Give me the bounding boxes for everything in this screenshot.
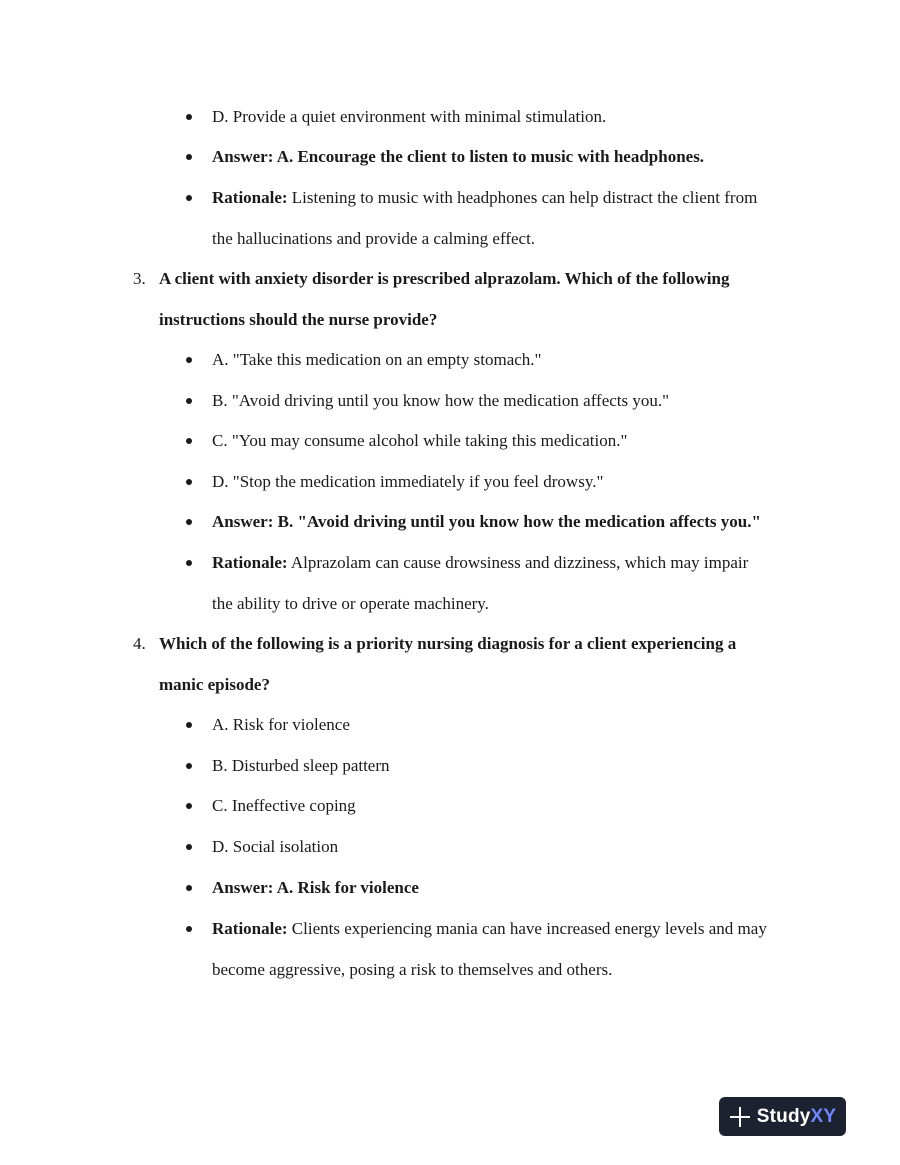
bullet-icon	[186, 519, 192, 525]
q3-question-cont: instructions should the nurse provide?	[159, 310, 438, 329]
logo-text-main: Study	[756, 1105, 811, 1127]
bullet-icon	[186, 926, 192, 932]
q3-option-a: A. "Take this medication on an empty stomach."	[212, 350, 542, 369]
q4-rationale	[212, 918, 767, 940]
bullet-icon	[186, 479, 192, 485]
logo-text-accent: XY	[810, 1105, 837, 1127]
rationale-label: Rationale:	[212, 553, 288, 572]
bullet-icon	[186, 154, 192, 160]
bullet-icon	[186, 844, 192, 850]
rationale-label: Rationale:	[212, 188, 288, 207]
rationale-text: Listening to music with headphones can help distract the client from	[287, 188, 758, 207]
q4-rationale-cont: become aggressive, posing a risk to themselves and others.	[212, 960, 613, 979]
rationale-text: Clients experiencing mania can have increased energy levels and may	[287, 919, 767, 938]
q2-option-d: D. Provide a quiet environment with minimal stimulation.	[212, 107, 607, 126]
bullet-icon	[186, 763, 192, 769]
bullet-icon	[186, 722, 192, 728]
q3-rationale	[212, 552, 748, 574]
q2-rationale	[212, 187, 757, 209]
q4-number: 4.	[133, 634, 146, 653]
bullet-icon	[186, 885, 192, 891]
plus-icon	[729, 1106, 751, 1128]
q3-option-d: D. "Stop the medication immediately if you feel drowsy."	[212, 472, 604, 491]
q4-option-d: D. Social isolation	[212, 837, 339, 856]
q4-option-c: C. Ineffective coping	[212, 796, 356, 815]
bullet-icon	[186, 195, 192, 201]
bullet-icon	[186, 438, 192, 444]
q3-question: A client with anxiety disorder is prescribed alprazolam. Which of the following	[159, 269, 730, 288]
q3-number: 3.	[133, 269, 146, 288]
q2-answer: Answer: A. Encourage the client to listen to music with headphones.	[212, 147, 705, 166]
q3-option-b: B. "Avoid driving until you know how the medication affects you."	[212, 391, 670, 410]
studyxy-logo	[719, 1097, 846, 1136]
rationale-label: Rationale:	[212, 919, 288, 938]
logo-text	[757, 1106, 837, 1128]
q3-rationale-cont: the ability to drive or operate machinery.	[212, 594, 489, 613]
q4-question-cont: manic episode?	[159, 675, 270, 694]
q4-option-a: A. Risk for violence	[212, 715, 350, 734]
bullet-icon	[186, 357, 192, 363]
bullet-icon	[186, 114, 192, 120]
q2-rationale-cont: the hallucinations and provide a calming effect.	[212, 229, 536, 248]
q3-answer: Answer: B. "Avoid driving until you know how the medication affects you."	[212, 512, 761, 531]
q4-option-b: B. Disturbed sleep pattern	[212, 756, 390, 775]
q4-question: Which of the following is a priority nursing diagnosis for a client experiencing a	[159, 634, 737, 653]
bullet-icon	[186, 560, 192, 566]
q4-answer: Answer: A. Risk for violence	[212, 878, 419, 897]
bullet-icon	[186, 803, 192, 809]
rationale-text: Alprazolam can cause drowsiness and dizziness, which may impair	[287, 553, 749, 572]
bullet-icon	[186, 398, 192, 404]
q3-option-c: C. "You may consume alcohol while taking this medication."	[212, 431, 628, 450]
